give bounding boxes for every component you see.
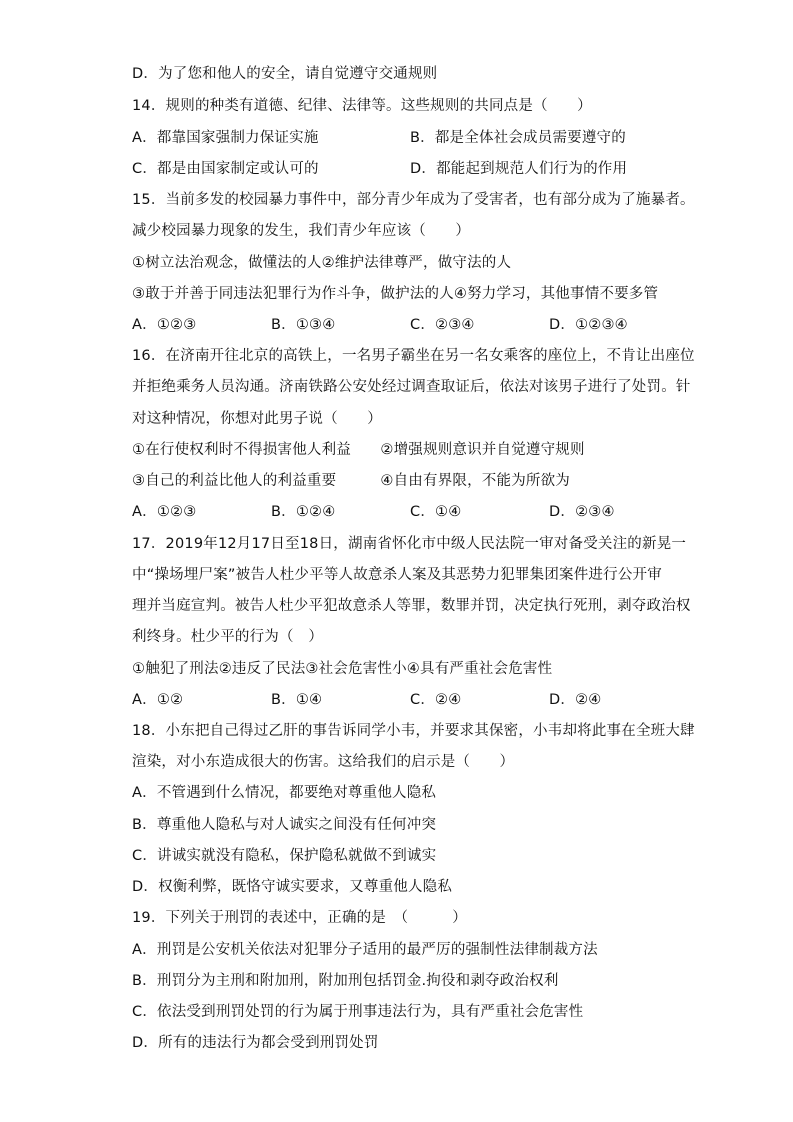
q16-stem-line-1: 16．在济南开往北京的高铁上，一名男子霸坐在另一名女乘客的座位上，不肯让出座位 <box>132 348 695 364</box>
q14-stem: 14．规则的种类有道德、纪律、法律等。这些规则的共同点是（ ） <box>132 98 592 114</box>
q17-statement: ①触犯了刑法②违反了民法③社会危害性小④具有严重社会危害性 <box>132 661 553 677</box>
q18-option-a: A．不管遇到什么情况，都要绝对尊重他人隐私 <box>132 785 437 801</box>
q16-statement-1: ①在行使权利时不得损害他人利益 ②增强规则意识并自觉遵守规则 <box>132 442 585 458</box>
q16-option-b: B．①②④ <box>271 504 336 520</box>
q17-stem-line-1: 17．2019年12月17日至18日，湖南省怀化市中级人民法院一审对备受关注的新晃一 <box>132 536 687 552</box>
q15-stem-line-2: 减少校园暴力现象的发生，我们青少年应该（ ） <box>132 223 471 239</box>
q14-option-c: C．都是由国家制定或认可的 <box>132 161 319 177</box>
q16-stem-line-2: 并拒绝乘务人员沟通。济南铁路公安处经过调查取证后，依法对该男子进行了处罚。针 <box>132 379 691 395</box>
q16-option-d: D．②③④ <box>549 504 615 520</box>
q16-option-a: A．①②③ <box>132 504 197 520</box>
q19-option-c: C．依法受到刑罚处罚的行为属于刑事违法行为，具有严重社会危害性 <box>132 1004 584 1020</box>
q13-option-d: D．为了您和他人的安全，请自觉遵守交通规则 <box>132 66 438 82</box>
q18-option-b: B．尊重他人隐私与对人诚实之间没有任何冲突 <box>132 817 437 833</box>
q14-option-a: A．都靠国家强制力保证实施 <box>132 130 319 146</box>
q15-statement-2: ③敢于并善于同违法犯罪行为作斗争，做护法的人④努力学习，其他事情不要多管 <box>132 286 659 302</box>
q19-option-b: B．刑罚分为主刑和附加刑，附加刑包括罚金.拘役和剥夺政治权利 <box>132 973 559 989</box>
q14-option-d: D．都能起到规范人们行为的作用 <box>410 161 628 177</box>
q16-stem-line-3: 对这种情况，你想对此男子说（ ） <box>132 411 382 427</box>
q17-option-b: B．①④ <box>271 692 323 708</box>
q17-option-c: C．②④ <box>410 692 462 708</box>
q19-option-d: D．所有的违法行为都会受到刑罚处罚 <box>132 1035 379 1051</box>
q17-option-d: D．②④ <box>549 692 602 708</box>
q18-option-d: D．权衡利弊，既恪守诚实要求，又尊重他人隐私 <box>132 879 453 895</box>
q15-stem-line-1: 15．当前多发的校园暴力事件中，部分青少年成为了受害者，也有部分成为了施暴者。 <box>132 192 695 208</box>
q16-option-c: C．①④ <box>410 504 462 520</box>
q17-stem-line-2: 中“操场埋尸案”被告人杜少平等人故意杀人案及其恶势力犯罪集团案件进行公开审 <box>132 567 662 583</box>
q18-stem-line-1: 18．小东把自己得过乙肝的事告诉同学小韦，并要求其保密，小韦却将此事在全班大肆 <box>132 723 695 739</box>
q17-stem-line-3: 理并当庭宣判。被告人杜少平犯故意杀人等罪，数罪并罚，决定执行死刑，剥夺政治权 <box>132 598 691 614</box>
q16-statement-2: ③自己的利益比他人的利益重要 ④自由有界限，不能为所欲为 <box>132 473 570 489</box>
q19-stem: 19．下列关于刑罚的表述中，正确的是 （ ） <box>132 910 467 926</box>
q17-stem-line-4: 利终身。杜少平的行为（ ） <box>132 629 324 645</box>
q15-option-a: A．①②③ <box>132 317 197 333</box>
q15-option-d: D．①②③④ <box>549 317 628 333</box>
q17-option-a: A．①② <box>132 692 184 708</box>
q14-option-b: B．都是全体社会成员需要遵守的 <box>410 130 626 146</box>
q15-option-c: C．②③④ <box>410 317 475 333</box>
q15-option-b: B．①③④ <box>271 317 336 333</box>
q18-option-c: C．讲诚实就没有隐私，保护隐私就做不到诚实 <box>132 848 437 864</box>
q19-option-a: A．刑罚是公安机关依法对犯罪分子适用的最严厉的强制性法律制裁方法 <box>132 942 598 958</box>
q18-stem-line-2: 渲染，对小东造成很大的伤害。这给我们的启示是（ ） <box>132 754 515 770</box>
q15-statement-1: ①树立法治观念，做懂法的人②维护法律尊严，做守法的人 <box>132 255 512 271</box>
